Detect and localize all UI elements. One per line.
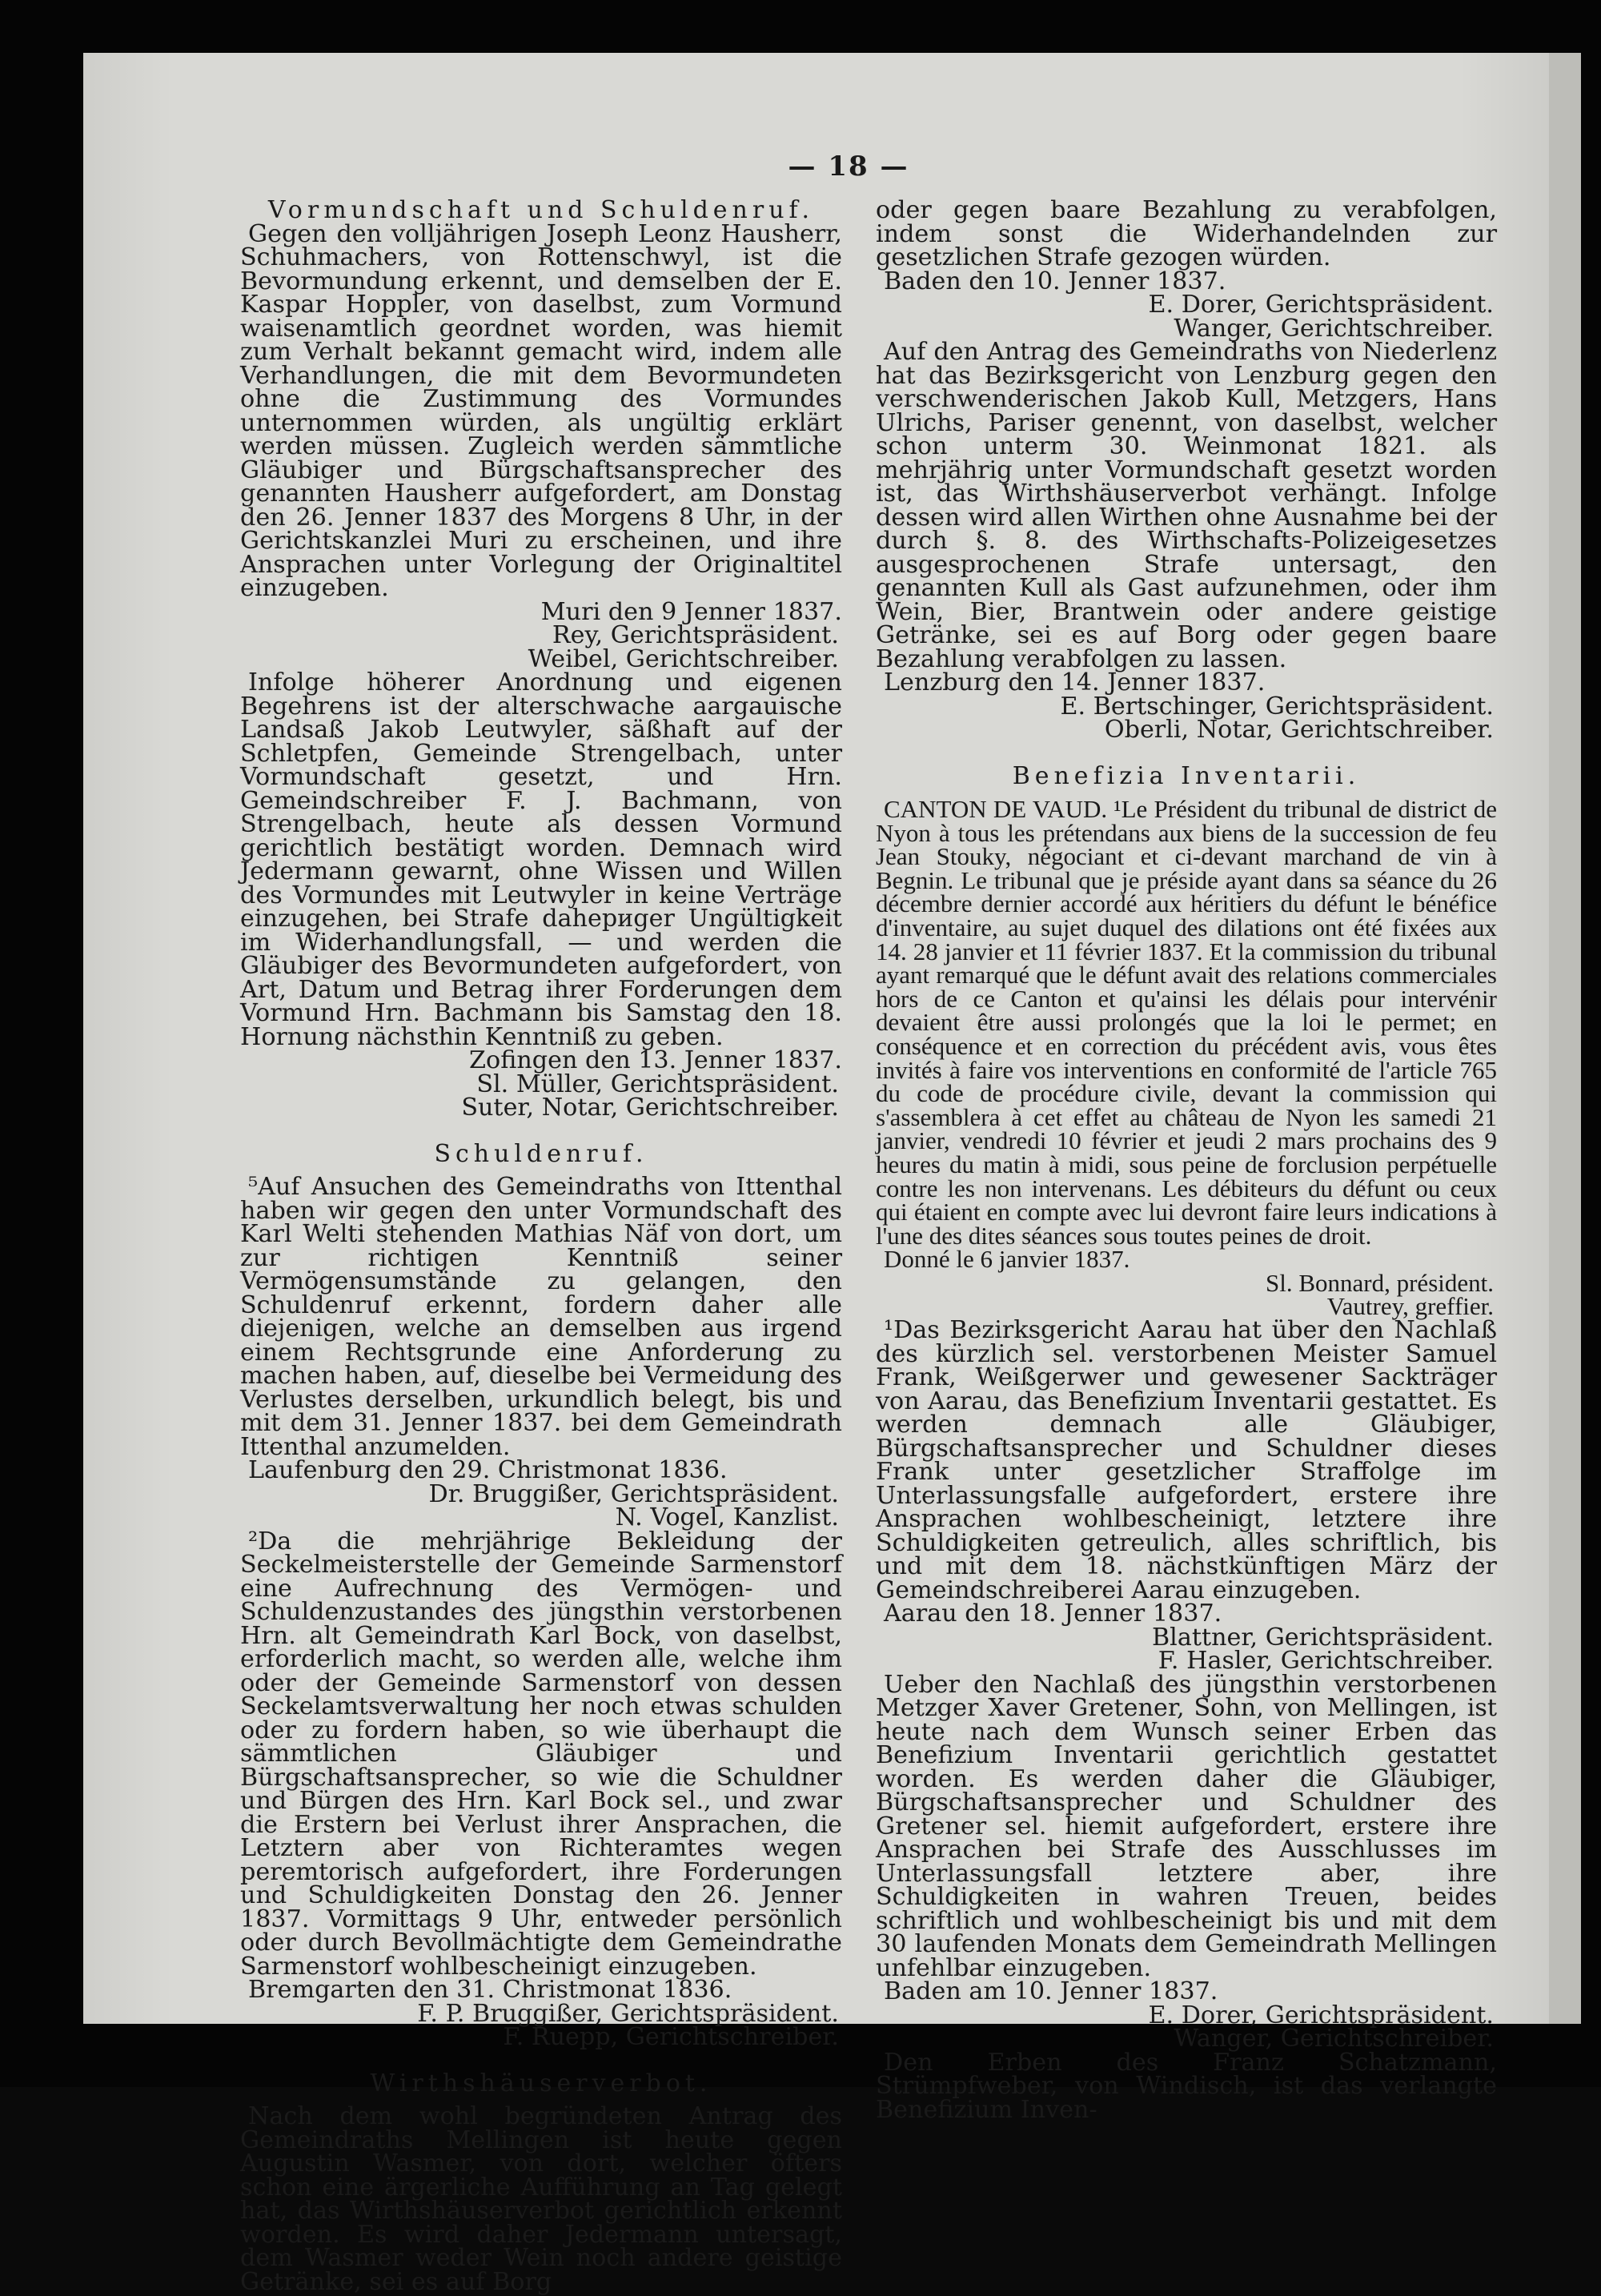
notice-date: Zofingen den 13. Jenner 1837.	[469, 1046, 842, 1074]
signature: E. Dorer, Gerichtspräsident.	[1148, 291, 1494, 319]
notice-hausherr: Gegen den volljährigen Joseph Leonz Hausherr, Schuhmachers, von Rottenschwyl, ist die Bevormundung erkennt, und demselben der E. Kaspar Hoppler, von daselbst, zum Vormund waisenamtlich geordnet worden, was hiemit zum Verhalt bekannt gemacht wird, indem alle Verhandlungen, die mit dem Bevormundeten ohne die Zustimmung des Vormundes unternommen würden, als ungültig erklärt werden müssen. Zugleich werden sämmtliche Gläubiger und Bürgschaftsansprecher des genannten Hausherr aufgefordert, am Donstag den 26. Jenner 1837 des Morgens 8 Uhr, in der Gerichtskanzlei Muri zu erscheinen, und ihre Ansprachen unter Vorlegung der Originaltitel einzugeben.	[240, 219, 842, 602]
notice-date: Baden am 10. Jenner 1837.	[884, 1977, 1218, 2006]
signature: F. Ruepp, Gerichtschreiber.	[503, 2023, 839, 2051]
signature: Wanger, Gerichtschreiber.	[1174, 2025, 1494, 2053]
next-page-edge	[1549, 53, 1581, 2024]
notice-schatzmann: Den Erben des Franz Schatzmann, Strümpfweber, von Windisch, ist das verlangte Benefizium Inven-	[876, 2048, 1497, 2124]
notice-kull: Auf den Antrag des Gemeindraths von Niederlenz hat das Bezirksgericht von Lenzburg gegen den verschwenderischen Jakob Kull, Metzgers, Hans Ulrichs, Pariser genennt, von daselbst, welcher schon unterm 30. Weinmonat 1821. als mehrjährig unter Vormundschaft gesetzt worden ist, das Wirthshäuserverbot verhängt. Infolge dessen wird allen Wirthen ohne Ausnahme bei der durch §. 8. des Wirthschafts-Polizeigesetzes ausgesprochenen Strafe untersagt, den genannten Kull als Gast aufzunehmen, oder ihm Wein, Bier, Brantwein oder andere geistige Getränke, sei es auf Borg oder gegen baare Bezahlung verabfolgen zu lassen.	[876, 338, 1497, 673]
signature: F. P. Bruggißer, Gerichtspräsident.	[417, 1999, 839, 2028]
notice-leutwyler: Infolge höherer Anordnung und eigenen Begehrens ist der alterschwache aargauische Landsaß Jakob Leutwyler, säßhaft auf der Schletpfen, Gemeinde Strengelbach, unter Vormundschaft gesetzt, und Hrn. Gemeindschreiber F. J. Bachmann, von Strengelbach, heute als dessen Vormund gerichtlich bestätigt worden. Demnach wird Jedermann gewarnt, ohne Wissen und Willen des Vormundes mit Leutwyler in keine Verträge einzugehen, bei Strafe dahериger Ungültigkeit im Widerhandlungsfall, — und werden die Gläubiger des Bevormundeten aufgefordert, von Art, Datum und Betrag ihrer Forderungen dem Vormund Hrn. Bachmann bis Samstag den 18. Hornung nächsthin Kenntniß zu geben.	[240, 668, 842, 1051]
left-column	[240, 196, 842, 2296]
signature: Oberli, Notar, Gerichtschreiber.	[1104, 716, 1494, 744]
page-number: — 18 —	[788, 151, 909, 183]
notice-bock: ²Da die mehrjährige Bekleidung der Seckelmeisterstelle der Gemeinde Sarmenstorf eine Aufrechnung des Vermögen- und Schuldenzustandes des jüngsthin verstorbenen Hrn. alt Gemeindrath Karl Bock, von daselbst, erforderlich macht, so werden alle, welche ihm oder der Gemeinde Sarmenstorf von dessen Seckelamtsverwaltung her noch etwas schulden oder zu fordern haben, so wie überhaupt die sämmtlichen Gläubiger und Bürgschaftsansprecher, so wie die Schuldner und Bürgen des Hrn. Karl Bock sel., und zwar die Erstern bei Verlust ihrer Ansprachen, die Letztern aber von Richteramtes wegen peremtorisch aufgefordert, ihre Forderungen und Schuldigkeiten Donstag den 26. Jenner 1837. Vormittags 9 Uhr, entweder persönlich oder durch Bevollmächtigte dem Gemeindrathe Sarmenstorf wohlbescheinigt einzugeben.	[240, 1527, 842, 1981]
notice-frank: ¹Das Bezirksgericht Aarau hat über den Nachlaß des kürzlich sel. verstorbenen Meister Samuel Frank, Weißgerwer und gewesener Sackträger von Aarau, das Benefizium Inventarii gestattet. Es werden demnach alle Gläubiger, Bürgschaftsansprecher und Schuldner dieses Frank unter gesetzlicher Straffolge im Unterlassungsfalle aufgefordert, erstere ihre Ansprachen wohlbescheinigt, letztere ihre Schuldigkeiten getreulich, alles schriftlich, bis und mit dem 18. nächstkünftigen März der Gemeindschreiberei Aarau einzugeben.	[876, 1316, 1497, 1604]
notice-date: Bremgarten den 31. Christmonat 1836.	[248, 1976, 732, 2004]
section-heading-tavern-ban: Wirthshäuserverbot.	[370, 2069, 712, 2097]
signature: Dr. Bruggißer, Gerichtspräsident.	[428, 1479, 839, 1508]
right-column	[876, 196, 1497, 2124]
notice-date: Laufenburg den 29. Christmonat 1836.	[248, 1456, 728, 1484]
notice-stouky-french: CANTON DE VAUD. ¹Le Président du tribunal de district de Nyon à tous les prétendans aux biens de la succession de feu Jean Stouky, négociant et ci-devant marchand de vin à Begnin. Le tribunal que je préside ayant dans sa séance du 26 décembre dernier accordé aux héritiers du défunt le bénéfice d'inventaire, au sujet duquel des dilations ont été fixées aux 14. 28 janvier et 11 février 1837. Et la commission du tribunal ayant remarqué que le défunt avait des relations commerciales hors de ce Canton et qu'ainsi les délais pour intervénir devaient être aussi prolongés que la loi le permet; en conséquence et en correction du précédent avis, vous êtes invités à faire vos interventions en conformité de l'article 765 du code de procédure civile, devant la commission qui s'assemblera à cet effet au château de Nyon les samedi 21 janvier, vendredi 10 février et jeudi 2 mars prochains des 9 heures du matin à midi, sous peine de forclusion perpétuelle contre les non intervenans. Les débiteurs du défunt ou ceux qui étaient en compte avec lui devront faire leurs indications à l'une des dites séances sous toutes peines de droit.	[876, 795, 1497, 1250]
signature: Weibel, Gerichtschreiber.	[528, 644, 839, 673]
signature: Blattner, Gerichtspräsident.	[1151, 1623, 1494, 1652]
notice-wasmer-continued: oder gegen baare Bezahlung zu verabfolgen, indem sonst die Widerhandelnden zur gesetzlichen Strafe gezogen würden.	[876, 196, 1497, 271]
signature: Sl. Bonnard, président.	[1266, 1268, 1494, 1297]
signature: F. Hasler, Gerichtschreiber.	[1158, 1647, 1494, 1676]
signature: E. Dorer, Gerichtspräsident.	[1148, 2001, 1494, 2029]
notice-date: Baden den 10. Jenner 1837.	[884, 267, 1226, 295]
notice-date: Lenzburg den 14. Jenner 1837.	[884, 668, 1266, 696]
signature: Sl. Müller, Gerichtspräsident.	[476, 1070, 839, 1098]
notice-gretener: Ueber den Nachlaß des jüngsthin verstorbenen Metzger Xaver Gretener, Sohn, von Mellingen, ist heute nach dem Wunsch seiner Erben das Benefizium Inventarii gerichtlich gestattet worden. Es werden daher die Gläubiger, Bürgschaftsansprecher und Schuldner des Gretener sel. hiemit aufgefordert, erstere ihre Ansprachen bei Strafe des Ausschlusses im Unterlassungsfall letztere aber, ihre Schuldigkeiten in wahren Treuen, beides schriftlich und wohlbescheinigt bis und mit dem 30 laufenden Monats dem Gemeindrath Mellingen unfehlbar einzugeben.	[876, 1670, 1497, 1982]
signature: Suter, Notar, Gerichtschreiber.	[461, 1094, 839, 1122]
signature: Vautrey, greffier.	[1326, 1292, 1494, 1321]
section-heading-guardianship: Vormundschaft und Schuldenruf.	[267, 196, 815, 224]
section-heading-benefit-inventory: Benefizia Inventarii.	[1012, 761, 1361, 790]
notice-wasmer: Nach dem wohl begründeten Antrag des Gemeindraths Mellingen ist heute gegen Augustin Wasmer, von dort, welcher öfters schon eine ärgerliche Aufführung an Tag gelegt hat, das Wirthshäuserverbot gerichtlich erkennt worden. Es wird daher Jedermann untersagt, dem Wasmer weder Wein noch andere geistige Getränke, sei es auf Borg	[240, 2102, 842, 2296]
signature: E. Bertschinger, Gerichtspräsident.	[1060, 692, 1494, 721]
notice-date: Donné le 6 janvier 1837.	[884, 1245, 1130, 1274]
signature: N. Vogel, Kanzlist.	[615, 1503, 839, 1531]
signature: Rey, Gerichtspräsident.	[552, 621, 839, 649]
notice-naef: ⁵Auf Ansuchen des Gemeindraths von Ittenthal haben wir gegen den unter Vormundschaft des Karl Welti stehenden Mathias Näf von dort, um zur richtigen Kenntniß seiner Vermögensumstände zu gelangen, den Schuldenruf erkennt, fordern daher alle diejenigen, welche an demselben aus irgend einem Rechtsgrunde eine Anforderung zu machen haben, auf, dieselbe bei Vermeidung des Verlustes derselben, urkundlich belegt, bis und mit dem 31. Jenner 1837. bei dem Gemeindrath Ittenthal anzumelden.	[240, 1173, 842, 1461]
signature: Wanger, Gerichtschreiber.	[1174, 314, 1494, 343]
notice-date: Aarau den 18. Jenner 1837.	[884, 1600, 1222, 1628]
notice-date: Muri den 9 Jenner 1837.	[540, 597, 842, 626]
section-heading-debt-call: Schuldenruf.	[434, 1139, 648, 1168]
